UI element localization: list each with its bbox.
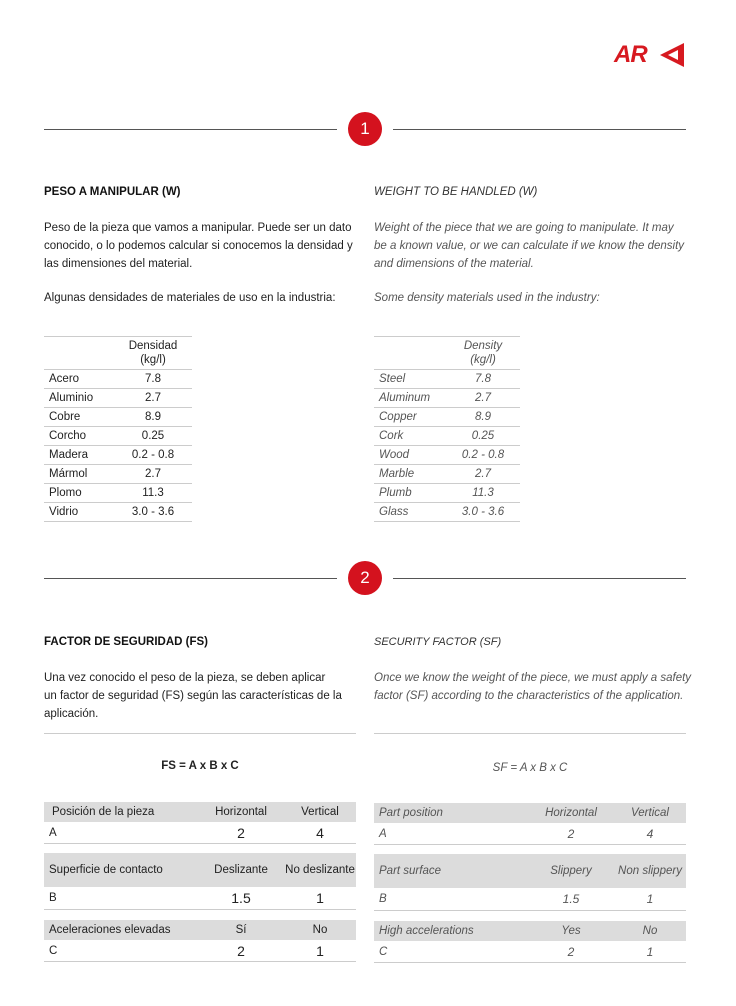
section-1-badge: 1	[348, 112, 382, 146]
table-row: Wood 0.2 - 0.8	[374, 446, 520, 465]
table-row: Marble 2.7	[374, 465, 520, 484]
density-table-en	[374, 336, 520, 522]
section-1-divider-left	[44, 129, 337, 130]
section-2-paragraph-en: Once we know the weight of the piece, we must apply a safety factor (SF) according to the characteristics of the application.	[374, 672, 692, 702]
table-row: Aluminio 2.7	[44, 389, 192, 408]
logo-text: AR	[614, 41, 647, 68]
factor-b-values: B 1.5 1	[374, 888, 686, 911]
table-row: Glass 3.0 - 3.6	[374, 503, 520, 522]
logo-arrow-icon	[658, 42, 686, 68]
section-2-paragraph-es: Una vez conocido el peso de la pieza, se deben aplicar un factor de seguridad (FS) según las características de la aplicación.	[44, 672, 342, 720]
section-2-divider-left	[44, 578, 337, 579]
factor-b-header: Superficie de contacto Deslizante No deslizante	[44, 853, 356, 887]
factor-b-header: Part surface Slippery Non slippery	[374, 854, 686, 888]
density-table-es	[44, 336, 192, 522]
section-2-badge: 2	[348, 561, 382, 595]
table-row: Mármol 2.7	[44, 465, 192, 484]
safety-factor-table-es	[44, 802, 356, 962]
section-2-heading-es: FACTOR DE SEGURIDAD (FS)	[44, 636, 208, 648]
section-1-divider-right	[393, 129, 686, 130]
factor-c-header: Aceleraciones elevadas Sí No	[44, 920, 356, 940]
separator	[44, 733, 356, 734]
factor-a-header: Posición de la pieza Horizontal Vertical	[44, 802, 356, 822]
factor-b-values: B 1.5 1	[44, 887, 356, 910]
table-row: Corcho 0.25	[44, 427, 192, 446]
table-row: Vidrio 3.0 - 3.6	[44, 503, 192, 522]
table-row: Cork 0.25	[374, 427, 520, 446]
factor-a-values: A 2 4	[44, 822, 356, 844]
formula-en: SF = A x B x C	[492, 762, 568, 774]
density-table-header: Density (kg/l)	[446, 337, 520, 370]
section-1-heading-en: WEIGHT TO BE HANDLED (W)	[374, 186, 538, 198]
table-row: Plumb 11.3	[374, 484, 520, 503]
table-row: Madera 0.2 - 0.8	[44, 446, 192, 465]
factor-c-values: C 2 1	[44, 940, 356, 962]
section-1-heading-es: PESO A MANIPULAR (W)	[44, 186, 181, 198]
section-2-divider-right	[393, 578, 686, 579]
separator	[374, 733, 686, 734]
section-1-intro-es: Algunas densidades de materiales de uso en la industria:	[44, 292, 336, 304]
factor-a-values: A 2 4	[374, 823, 686, 845]
factor-c-header: High accelerations Yes No	[374, 921, 686, 941]
factor-a-header: Part position Horizontal Vertical	[374, 803, 686, 823]
brand-logo	[614, 40, 688, 70]
density-table-header: Densidad (kg/l)	[114, 337, 192, 370]
table-row: Steel 7.8	[374, 370, 520, 389]
formula-es: FS = A x B x C	[161, 760, 239, 772]
section-1-intro-en: Some density materials used in the industry:	[374, 292, 600, 304]
section-1-paragraph-en: Weight of the piece that we are going to manipulate. It may be a known value, or we can calculate if we know the density and dimensions of the material.	[374, 222, 685, 270]
section-1-paragraph-es: Peso de la pieza que vamos a manipular. Puede ser un dato conocido, o lo podemos calcular si conocemos la densidad y las dimensiones del material.	[44, 222, 353, 270]
factor-c-values: C 2 1	[374, 941, 686, 963]
table-row: Aluminum 2.7	[374, 389, 520, 408]
table-row: Acero 7.8	[44, 370, 192, 389]
table-row: Copper 8.9	[374, 408, 520, 427]
table-row: Cobre 8.9	[44, 408, 192, 427]
safety-factor-table-en	[374, 803, 686, 963]
section-2-heading-en: SECURITY FACTOR (SF)	[374, 636, 502, 648]
table-row: Plomo 11.3	[44, 484, 192, 503]
